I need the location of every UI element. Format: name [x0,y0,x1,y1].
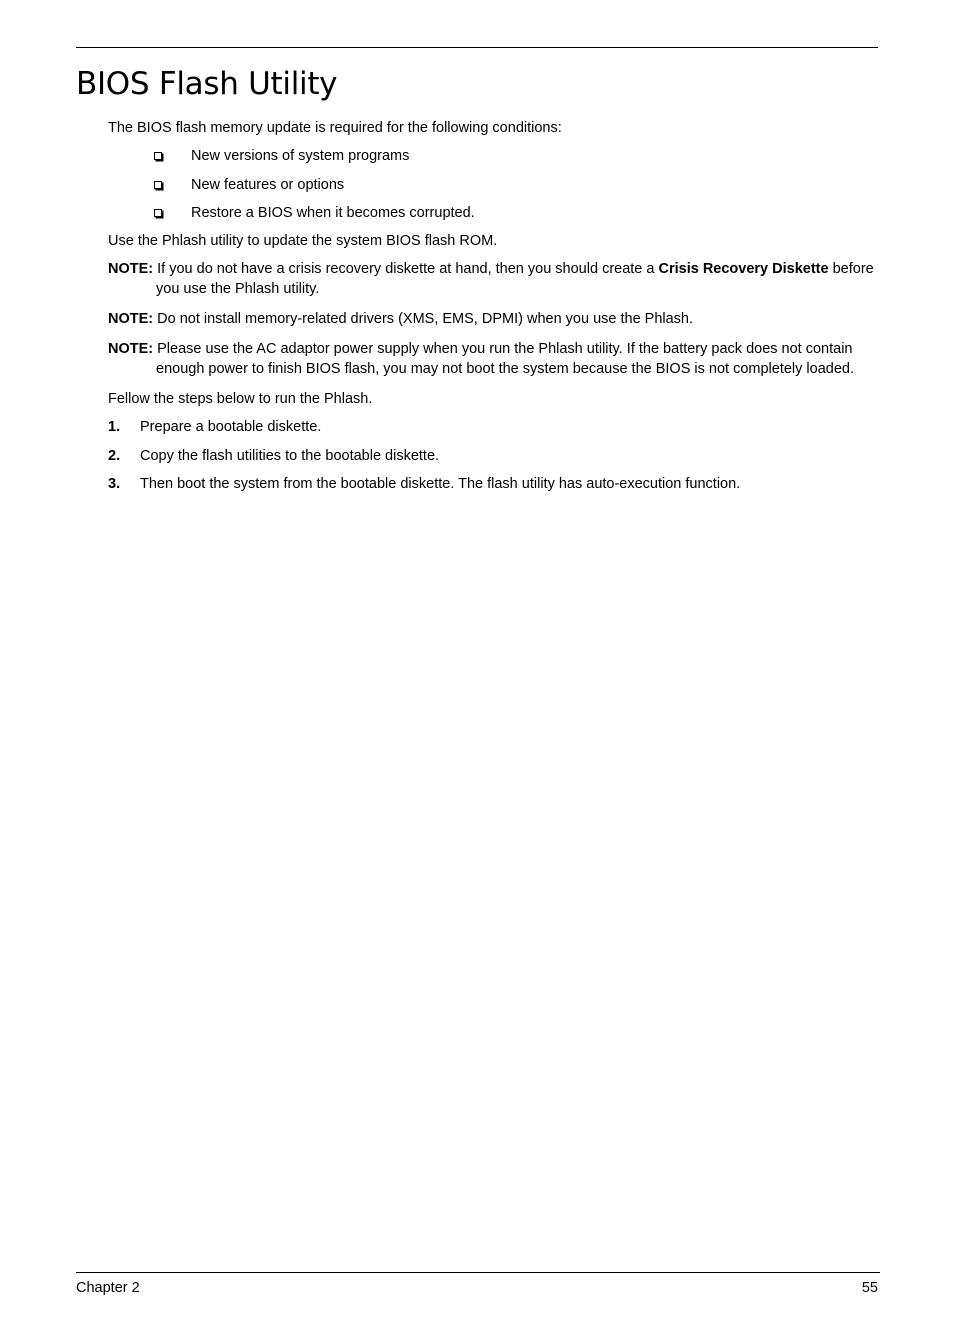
steps-intro: Fellow the steps below to run the Phlash. [108,391,373,407]
note-emphasis: Crisis Recovery Diskette [658,261,829,277]
step-item [108,474,878,494]
step-number: 2. [108,447,121,464]
note-memory-drivers [108,309,878,329]
list-item-text: New features or options [191,176,345,193]
footer-chapter: Chapter 2 [76,1280,140,1296]
list-item [108,175,878,195]
list-item [108,146,878,166]
main-content [108,118,878,503]
intro-paragraph: The BIOS flash memory update is required for the following conditions: [108,120,562,136]
conditions-list [108,146,878,223]
step-text: Then boot the system from the bootable diskette. The flash utility has auto-execution function. [140,476,741,492]
step-text: Copy the flash utilities to the bootable diskette. [140,447,440,464]
note-text: If you do not have a crisis recovery diskette at hand, then you should create a [153,261,659,277]
checkbox-bullet-icon [154,209,162,217]
note-label: NOTE: [108,311,154,327]
note-text: before you use the Phlash utility. [156,261,874,297]
note-crisis-diskette [108,259,878,299]
step-item [108,417,878,437]
step-item [108,446,878,466]
step-text: Prepare a bootable diskette. [140,419,322,435]
step-number: 3. [108,476,121,492]
page-title: BIOS Flash Utility [76,66,338,102]
footer-rule [76,1272,880,1273]
usage-paragraph: Use the Phlash utility to update the system BIOS flash ROM. [108,233,498,249]
header-rule [76,47,878,48]
page-number: 55 [861,1280,878,1296]
note-label: NOTE: [108,341,154,357]
note-text: Do not install memory-related drivers (XMS, EMS, DPMI) when you use the Phlash. [153,311,694,327]
note-ac-adaptor [108,339,878,379]
list-item-text: New versions of system programs [191,148,410,164]
checkbox-bullet-icon [154,181,162,189]
note-text: Please use the AC adaptor power supply when you run the Phlash utility. If the battery pack does not contain enough power to finish BIOS flash, you may not boot the system because the BIOS is not completely loaded. [153,341,855,377]
list-item-text: Restore a BIOS when it becomes corrupted. [191,205,475,221]
note-label: NOTE: [108,261,154,277]
steps-list [108,417,878,494]
step-number: 1. [108,419,121,435]
checkbox-bullet-icon [154,152,162,160]
list-item [108,203,878,223]
